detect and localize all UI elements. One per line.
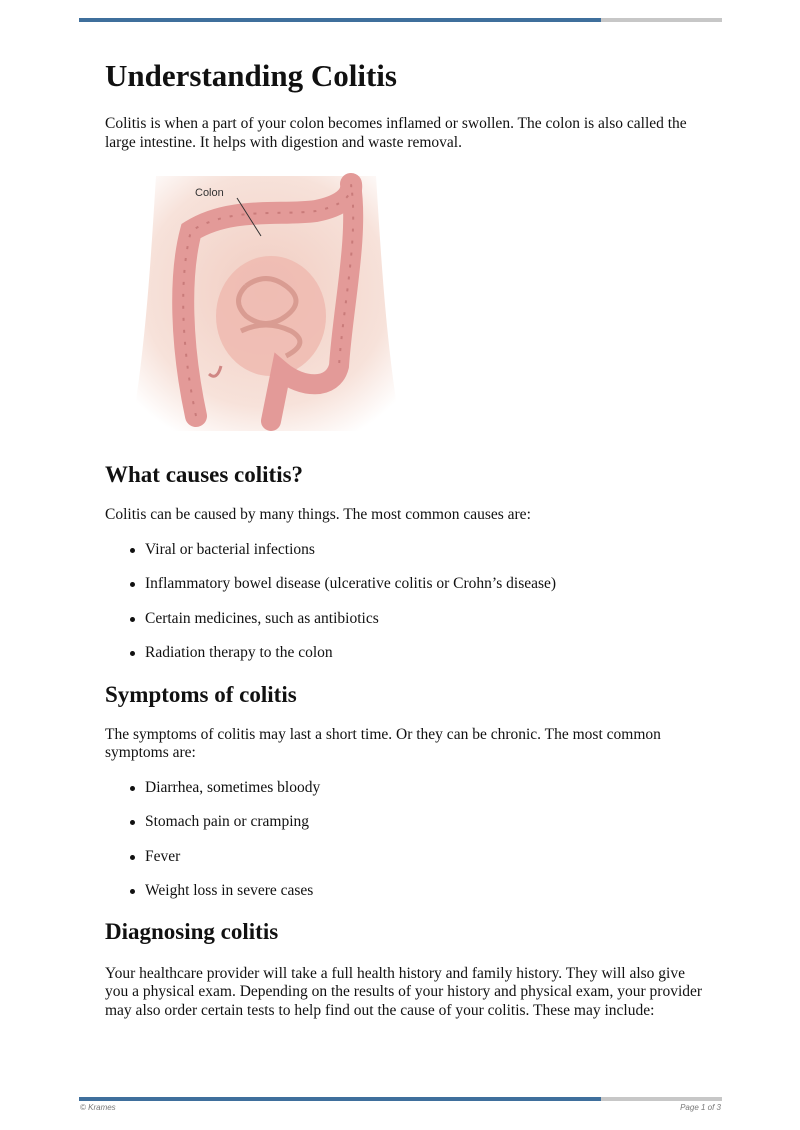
list-item: Diarrhea, sometimes bloody	[105, 779, 705, 798]
bottom-rule-accent	[79, 1097, 601, 1101]
top-rule	[79, 18, 722, 22]
bottom-rule	[79, 1097, 722, 1101]
page-title: Understanding Colitis	[105, 58, 397, 93]
top-rule-accent	[79, 18, 601, 22]
list-item: Fever	[105, 848, 705, 867]
list-item: Weight loss in severe cases	[105, 882, 705, 901]
list-item: Certain medicines, such as antibiotics	[105, 610, 705, 629]
colon-illustration	[121, 166, 411, 436]
symptoms-lead: The symptoms of colitis may last a short time. Or they can be chronic. The most common symptoms are:	[105, 725, 661, 761]
page-content	[105, 56, 705, 1020]
footer-page-number: Page 1 of 3	[680, 1103, 721, 1112]
footer-copyright: © Krames	[80, 1103, 116, 1112]
illustration-label: Colon	[195, 187, 224, 199]
list-item: Viral or bacterial infections	[105, 541, 705, 560]
list-item: Stomach pain or cramping	[105, 813, 705, 832]
causes-list	[105, 541, 705, 663]
symptoms-heading: Symptoms of colitis	[105, 681, 297, 707]
list-item: Inflammatory bowel disease (ulcerative colitis or Crohn’s disease)	[105, 575, 705, 594]
diagnosing-lead: Your healthcare provider will take a full health history and family history. They will also give you a physical exam. Depending on the results of your history and physical exam, your provider may also order certain tests to help find out the cause of your colitis. These may include:	[105, 964, 703, 1019]
causes-lead: Colitis can be caused by many things. The most common causes are:	[105, 506, 531, 523]
intro-paragraph: Colitis is when a part of your colon becomes inflamed or swollen. The colon is also called the large intestine. It helps with digestion and waste removal.	[105, 115, 687, 151]
causes-heading: What causes colitis?	[105, 462, 304, 487]
list-item: Radiation therapy to the colon	[105, 644, 705, 663]
diagnosing-heading: Diagnosing colitis	[105, 918, 279, 944]
symptoms-list	[105, 779, 705, 901]
